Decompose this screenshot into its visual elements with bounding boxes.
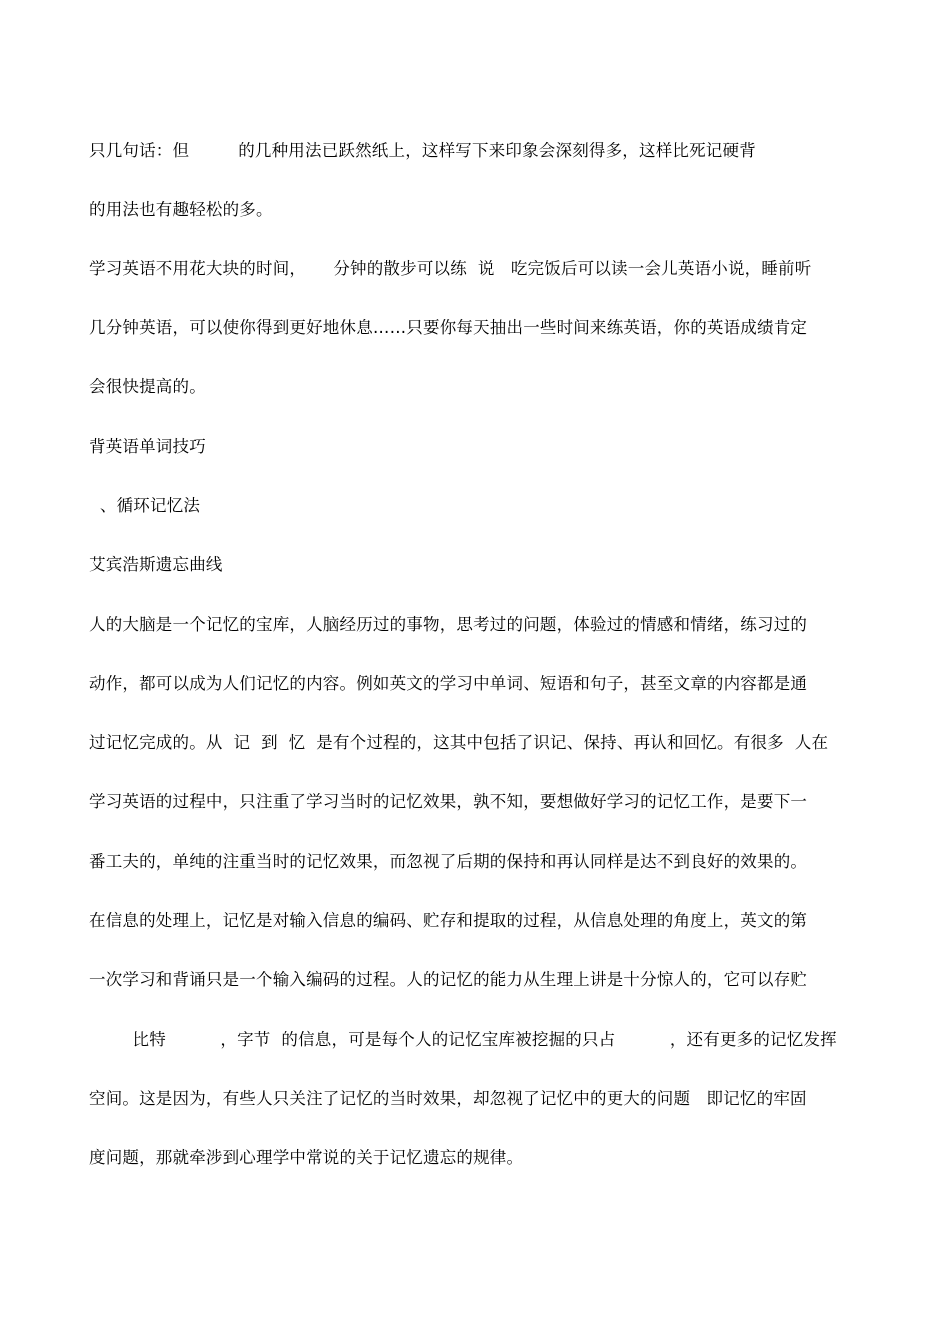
paragraph-line: 学习英语的过程中，只注重了学习当时的记忆效果，孰不知，要想做好学习的记忆工作，是要下一 [89, 792, 808, 811]
subsection-title: 艾宾浩斯遗忘曲线 [89, 555, 223, 574]
paragraph-line: 会很快提高的。 [89, 377, 206, 396]
paragraph-line: 度问题，那就牵涉到心理学中常说的关于记忆遗忘的规律。 [89, 1148, 524, 1167]
section-heading: 背英语单词技巧 [89, 437, 206, 456]
paragraph-line: 空间。这是因为，有些人只关注了记忆的当时效果，却忽视了记忆中的更大的问题 即记忆的牢固 [89, 1089, 807, 1108]
paragraph-line: 过记忆完成的。从 记 到 忆 是有个过程的，这其中包括了识记、保持、再认和回忆。有很多 人在 [89, 733, 829, 752]
paragraph-line: 一次学习和背诵只是一个输入编码的过程。人的记忆的能力从生理上讲是十分惊人的，它可以存贮 [89, 970, 808, 989]
paragraph-line: 番工夫的，单纯的注重当时的记忆效果，而忽视了后期的保持和再认同样是达不到良好的效果的。 [89, 852, 808, 871]
subsection-heading: 、循环记忆法 [89, 496, 201, 515]
paragraph-line: 的用法也有趣轻松的多。 [89, 200, 273, 219]
paragraph-line: 人的大脑是一个记忆的宝库，人脑经历过的事物，思考过的问题，体验过的情感和情绪，练习过的 [89, 615, 808, 634]
paragraph-line: 几分钟英语，可以使你得到更好地休息……只要你每天抽出一些时间来练英语，你的英语成绩肯定 [89, 318, 808, 337]
paragraph-line: 比特 ，字节 的信息，可是每个人的记忆宝库被挖掘的只占 ，还有更多的记忆发挥 [89, 1030, 837, 1049]
paragraph-line: 动作，都可以成为人们记忆的内容。例如英文的学习中单词、短语和句子，甚至文章的内容都是通 [89, 674, 808, 693]
paragraph-line: 学习英语不用花大块的时间， 分钟的散步可以练 说 吃完饭后可以读一会儿英语小说，睡前听 [89, 259, 812, 278]
paragraph-line: 只几句话：但 的几种用法已跃然纸上，这样写下来印象会深刻得多，这样比死记硬背 [89, 141, 756, 160]
paragraph-line: 在信息的处理上，记忆是对输入信息的编码、贮存和提取的过程，从信息处理的角度上，英文的第 [89, 911, 808, 930]
